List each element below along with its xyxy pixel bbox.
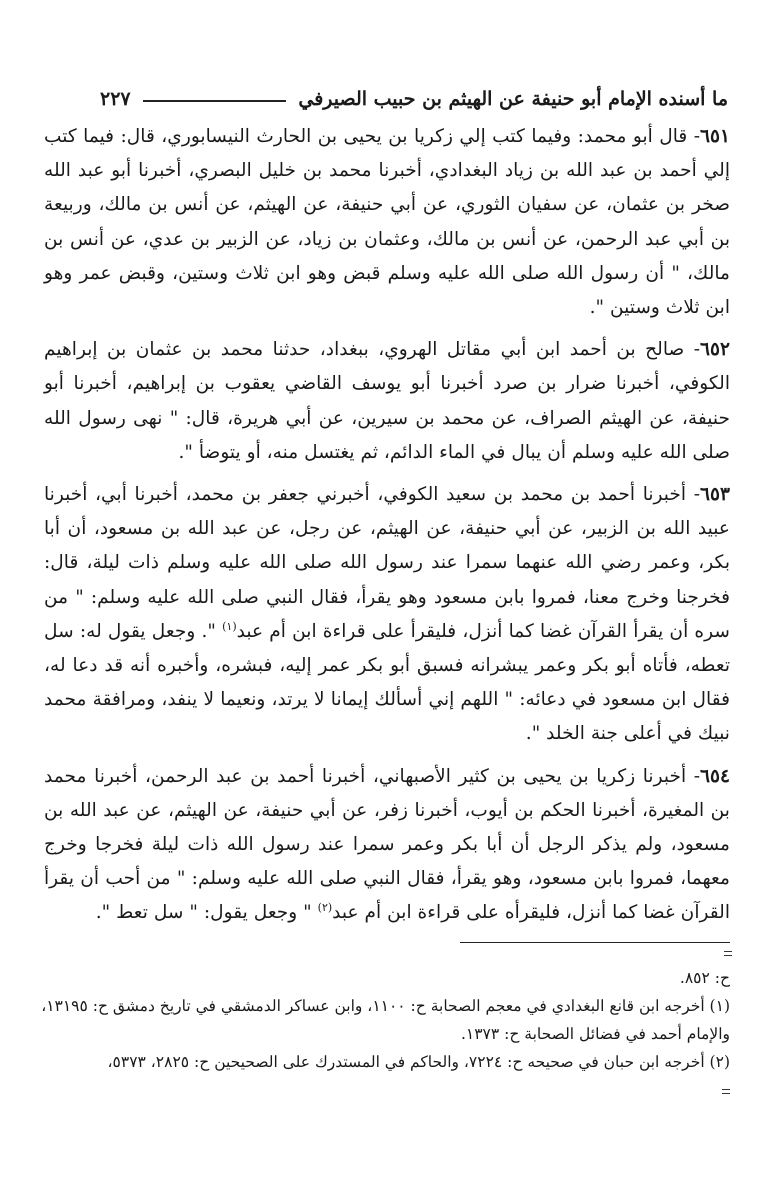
hadith-651 [44,120,730,325]
running-header [100,84,728,114]
hadith-text-continued: ". وجعل يقول له: سل تعطه، فأتاه أبو بكر وعمر يبشرانه فسبق أبو بكر عمر إليه، فبشره، وأخبره أنه قد دعا له، فقال ابن مسعود في دعائه: " اللهم إني أسألك إيمانا لا يرتد، ونعيما لا ينفد، ومرافقة محمد نبيك في أعلى جنة الخلد ". [44,620,730,745]
footnote-2 [40,1048,730,1076]
footnote-ref-2: (٢) [317,901,333,915]
footnotes [40,964,730,1104]
continuation-mark-icon [722,1089,730,1094]
hadith-text-continued: " وجعل يقول: " سل تعط ". [95,902,318,924]
hadith-number: ٦٥٣ [700,484,730,506]
header-rule [143,100,287,102]
footnote-continuation: ح: ٨٥٢. [679,969,730,987]
footnote-separator [460,942,730,943]
hadith-653 [44,478,730,752]
hadith-text: - أخبرنا أحمد بن محمد بن سعيد الكوفي، أخبرني جعفر بن محمد، أخبرنا أبي، أخبرنا عبيد الله بن الزبير، عن أبي حنيفة، عن الهيثم، عن رجل، عن عبد الله بن مسعود، أن أبا بكر، وعمر رضي الله عنهما سمرا عند رسول الله صلى الله عليه وسلم ذات ليلة، قال: فخرجنا وخرج معنا، فمروا بابن مسعود وهو يقرأ، فقال النبي صلى الله عليه وسلم: " من سره أن يقرأ القرآن غضا كما أنزل، فليقرأ على قراءة ابن أم عبد [44,484,730,642]
hadith-text: - قال أبو محمد: وفيما كتب إلي زكريا بن يحيى بن الحارث النيسابوري، قال: فيما كتب إلي أحمد بن عبد الله بن زياد البغدادي، أخبرنا محمد بن خليل البصري، أخبرنا أبو عبد الله صخر بن عثمان، عن سفيان الثوري، عن أبي حنيفة، عن الهيثم، عن أنس بن مالك، وربيعة بن أبي عبد الرحمن، عن أنس بن مالك، وعثمان بن زياد، عن الزبير بن عدي، عن أنس بن مالك، " أن رسول الله صلى الله عليه وسلم قبض وهو ابن ثلاث وستين، وقبض عمر وهو ابن ثلاث وستين ". [44,126,730,319]
header-title: ما أسنده الإمام أبو حنيفة عن الهيثم بن حبيب الصيرفي [298,88,728,110]
hadith-text: - أخبرنا زكريا بن يحيى بن كثير الأصبهاني، أخبرنا أحمد بن عبد الرحمن، أخبرنا محمد بن المغيرة، أخبرنا الحكم بن أيوب، أخبرنا زفر، عن أبي حنيفة، عن الهيثم، عن عبد الله بن مسعود، ولم يذكر الرجل أن أبا بكر وعمر سمرا عند رسول الله ذات ليلة فخرجا وخرج معهما، فمروا بابن مسعود، وهو يقرأ، فقال النبي صلى الله عليه وسلم: " من أحب أن يقرأ القرآن غضا كما أنزل، فليقرأه على قراءة ابن أم عبد [44,765,730,924]
hadith-654 [44,760,730,931]
footnote-2-text: (٢) أخرجه ابن حبان في صحيحه ح: ٧٢٢٤، والحاكم في المستدرك على الصحيحين ح: ٢٨٢٥، ٥٣٧٣، [107,1053,730,1071]
hadith-number: ٦٥١ [700,126,730,147]
footnote-1: (١) أخرجه ابن قانع البغدادي في معجم الصحابة ح: ١١٠٠، وابن عساكر الدمشقي في تاريخ دمشق ح: ١٣١٩٥، والإمام أحمد في فضائل الصحابة ح: ١٣٧٣. [41,997,730,1043]
continuation-mark-bottom [40,1076,730,1104]
page-number: ٢٢٧ [100,88,131,110]
hadith-number: ٦٥٤ [700,765,730,787]
continuation-mark [724,951,732,956]
hadith-number: ٦٥٢ [700,339,730,361]
hadith-652 [44,333,730,470]
main-text [44,120,730,939]
footnote-ref-1: (١) [222,619,237,633]
hadith-text: - صالح بن أحمد ابن أبي مقاتل الهروي، ببغداد، حدثنا محمد بن عثمان بن إبراهيم الكوفي، أخبرنا ضرار بن صرد أخبرنا أبو يوسف القاضي يعقوب بن إبراهيم، أخبرنا أبو حنيفة، عن الهيثم الصراف، عن محمد بن سيرين، عن أبي هريرة، قال: " نهى رسول الله صلى الله عليه وسلم أن يبال في الماء الدائم، ثم يغتسل منه، أو يتوضأ ". [44,339,730,463]
